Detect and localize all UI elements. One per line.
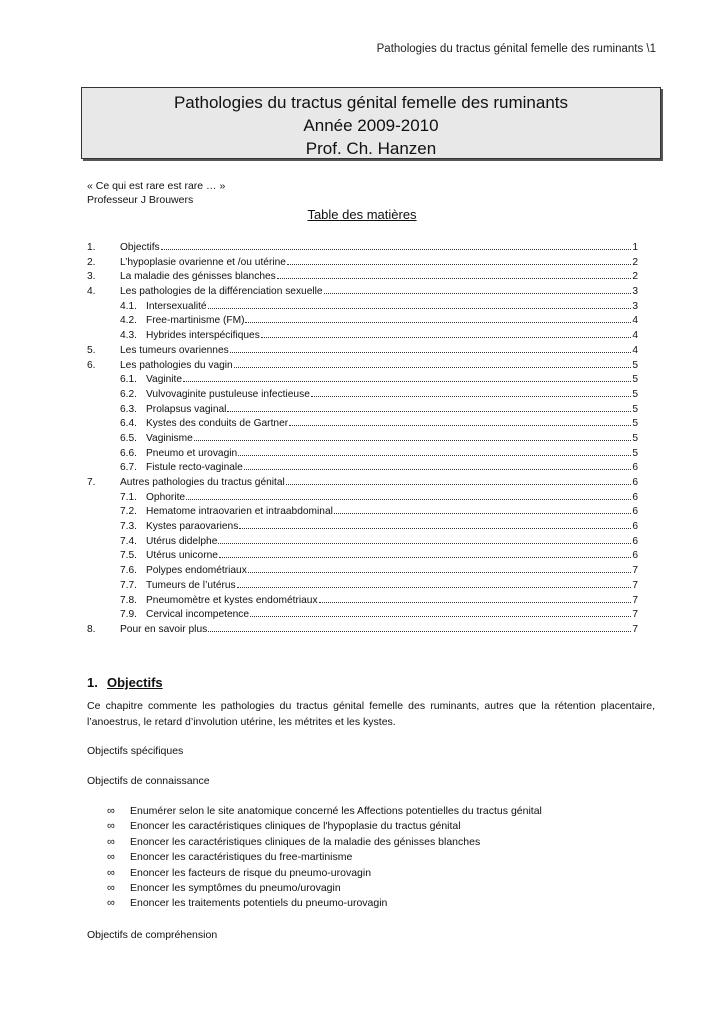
toc-entry[interactable] bbox=[87, 622, 638, 637]
toc-entry-number: 6.4. bbox=[120, 418, 137, 430]
toc-entry-number: 6.3. bbox=[120, 403, 137, 415]
toc-entry-page: 5 bbox=[632, 388, 638, 400]
toc-entry-number: 5. bbox=[87, 344, 96, 356]
toc-entry-number: 6.2. bbox=[120, 388, 137, 400]
toc-entry-label: Vulvovaginite pustuleuse infectieuse bbox=[146, 388, 310, 400]
toc-entry[interactable] bbox=[87, 548, 638, 563]
toc-entry-number: 4. bbox=[87, 286, 96, 298]
academic-year: Année 2009-2010 bbox=[303, 116, 439, 135]
toc-entry-number: 6.5. bbox=[120, 432, 137, 444]
toc-leader-dots bbox=[250, 607, 631, 617]
toc-entry-label: Ophorite bbox=[146, 491, 186, 503]
toc-leader-dots bbox=[311, 387, 631, 397]
running-header: Pathologies du tractus génital femelle des ruminants \1 bbox=[376, 43, 656, 55]
section-number: 1. bbox=[87, 675, 98, 690]
toc-entry-label: Vaginisme bbox=[146, 432, 193, 444]
toc-entry-label: Tumeurs de l’utérus bbox=[146, 579, 236, 591]
infinity-bullet-icon: ∞ bbox=[107, 835, 115, 848]
toc-entry[interactable] bbox=[87, 607, 638, 622]
toc-entry-page: 7 bbox=[632, 565, 638, 577]
toc-entry[interactable] bbox=[87, 358, 638, 373]
toc-leader-dots bbox=[289, 416, 631, 426]
toc-entry-label: Hybrides interspécifiques bbox=[146, 330, 260, 342]
toc-entry-page: 5 bbox=[632, 418, 638, 430]
list-item-text: Enoncer les caractéristiques du free-martinisme bbox=[130, 851, 353, 864]
toc-entry[interactable] bbox=[87, 519, 638, 534]
toc-leader-dots bbox=[230, 343, 632, 353]
toc-entry-page: 7 bbox=[632, 623, 638, 635]
toc-entry-page: 7 bbox=[632, 609, 638, 621]
toc-entry-number: 7.9. bbox=[120, 609, 137, 621]
infinity-bullet-icon: ∞ bbox=[107, 805, 115, 817]
toc-title: Table des matières bbox=[307, 207, 417, 222]
intro-paragraph: Ce chapitre commente les pathologies du tractus génital femelle des ruminants, autres que la rétention placentaire, l’anoestrus, le retard d’involution utérine, les métrites et les kystes. bbox=[87, 700, 655, 728]
toc-entry-label: Cervical incompetence bbox=[146, 609, 250, 621]
toc-leader-dots bbox=[161, 240, 632, 250]
list-item-text: Enumérer selon le site anatomique concerné les Affections potentielles du tractus génital bbox=[130, 805, 542, 817]
toc-entry-page: 2 bbox=[632, 271, 638, 283]
toc-leader-dots bbox=[183, 372, 631, 382]
toc-entry-page: 3 bbox=[632, 286, 638, 298]
toc-entry-number: 7.8. bbox=[120, 594, 137, 606]
list-item-text: Enoncer les traitements potentiels du pneumo-urovagin bbox=[130, 897, 388, 910]
infinity-bullet-icon: ∞ bbox=[107, 866, 115, 879]
toc-leader-dots bbox=[208, 299, 632, 309]
toc-leader-dots bbox=[239, 519, 631, 529]
toc-entry-label: Hematome intraovarien et intraabdominal bbox=[146, 506, 333, 518]
toc-leader-dots bbox=[277, 269, 632, 279]
toc-entry-page: 4 bbox=[632, 344, 638, 356]
toc-entry-label: L’hypoplasie ovarienne et /ou utérine bbox=[120, 256, 286, 268]
toc-entry[interactable] bbox=[87, 387, 638, 402]
toc-entry-label: Prolapsus vaginal bbox=[146, 403, 227, 415]
toc-leader-dots bbox=[237, 578, 632, 588]
table-of-contents bbox=[87, 240, 638, 637]
toc-entry-number: 7.2. bbox=[120, 506, 137, 518]
epigraph bbox=[87, 180, 225, 207]
toc-entry-number: 7.3. bbox=[120, 521, 137, 533]
list-item-text: Enoncer les caractéristiques cliniques de la maladie des génisses blanches bbox=[130, 835, 481, 848]
toc-entry-label: Pour en savoir plus bbox=[120, 623, 208, 635]
toc-entry[interactable] bbox=[87, 343, 638, 358]
toc-entry[interactable] bbox=[87, 255, 638, 270]
toc-entry-number: 6. bbox=[87, 359, 96, 371]
toc-leader-dots bbox=[208, 622, 631, 632]
toc-entry[interactable] bbox=[87, 593, 638, 608]
list-item bbox=[107, 805, 667, 820]
toc-leader-dots bbox=[248, 563, 632, 573]
comprehension-objectives-label: Objectifs de compréhension bbox=[87, 929, 218, 941]
list-item-text: Enoncer les caractéristiques cliniques de l'hypoplasie du tractus génital bbox=[130, 820, 461, 833]
toc-entry-number: 6.7. bbox=[120, 462, 137, 474]
toc-entry[interactable] bbox=[87, 313, 638, 328]
toc-leader-dots bbox=[319, 593, 632, 603]
section-heading bbox=[87, 675, 163, 690]
toc-entry-label: Polypes endométriaux bbox=[146, 565, 247, 577]
toc-leader-dots bbox=[287, 255, 631, 265]
infinity-bullet-icon: ∞ bbox=[107, 820, 115, 833]
toc-entry-page: 5 bbox=[632, 447, 638, 459]
toc-entry-number: 7.4. bbox=[120, 535, 137, 547]
toc-entry-label: Vaginite bbox=[146, 374, 183, 386]
toc-entry[interactable] bbox=[87, 534, 638, 549]
toc-entry-page: 5 bbox=[632, 432, 638, 444]
document-title: Pathologies du tractus génital femelle des ruminants bbox=[173, 93, 569, 112]
toc-leader-dots bbox=[218, 534, 631, 544]
toc-entry-page: 6 bbox=[632, 477, 638, 488]
toc-entry[interactable] bbox=[87, 563, 638, 578]
epigraph-quote: « Ce qui est rare est rare … » bbox=[87, 180, 226, 192]
toc-entry-number: 7.6. bbox=[120, 565, 137, 577]
toc-entry-label: Utérus didelphe bbox=[146, 535, 218, 547]
toc-entry-page: 6 bbox=[632, 550, 638, 562]
toc-entry-label: Les tumeurs ovariennes bbox=[120, 344, 229, 356]
toc-entry-label: Pneumo et urovagin bbox=[146, 447, 238, 459]
toc-leader-dots bbox=[227, 402, 631, 412]
toc-entry-label: Les pathologies de la différenciation sexuelle bbox=[120, 286, 323, 298]
list-item-text: Enoncer les facteurs de risque du pneumo-urovagin bbox=[130, 866, 372, 879]
toc-entry-number: 4.2. bbox=[120, 315, 137, 327]
title-box bbox=[81, 87, 661, 159]
toc-entry-label: Kystes paraovariens bbox=[146, 521, 239, 533]
infinity-bullet-icon: ∞ bbox=[107, 881, 115, 894]
infinity-bullet-icon: ∞ bbox=[107, 851, 115, 864]
toc-leader-dots bbox=[238, 446, 631, 456]
objectives-list bbox=[107, 805, 667, 913]
list-item bbox=[107, 836, 667, 851]
toc-entry-page: 5 bbox=[632, 359, 638, 371]
toc-entry[interactable] bbox=[87, 446, 638, 461]
toc-entry-page: 7 bbox=[632, 579, 638, 591]
toc-entry-number: 7.5. bbox=[120, 550, 137, 562]
toc-entry-page: 1 bbox=[632, 242, 638, 253]
toc-leader-dots bbox=[194, 431, 632, 441]
toc-entry-label: Objectifs bbox=[120, 242, 160, 253]
list-item bbox=[107, 867, 667, 882]
toc-entry-page: 6 bbox=[632, 506, 638, 518]
toc-entry-number: 3. bbox=[87, 271, 96, 283]
list-item bbox=[107, 897, 667, 912]
toc-entry-number: 8. bbox=[87, 623, 96, 635]
toc-entry-label: Fistule recto-vaginale bbox=[146, 462, 243, 474]
toc-entry-number: 6.6. bbox=[120, 447, 137, 459]
toc-entry[interactable] bbox=[87, 475, 638, 490]
toc-entry-label: La maladie des génisses blanches bbox=[120, 271, 276, 283]
specific-objectives-label: Objectifs spécifiques bbox=[87, 745, 184, 757]
toc-entry-number: 4.3. bbox=[120, 330, 137, 342]
toc-entry[interactable] bbox=[87, 402, 638, 417]
toc-entry-label: Pneumomètre et kystes endométriaux bbox=[146, 594, 318, 606]
toc-entry[interactable] bbox=[87, 504, 638, 519]
toc-entry-number: 7. bbox=[87, 477, 96, 488]
toc-entry[interactable] bbox=[87, 269, 638, 284]
list-item bbox=[107, 882, 667, 897]
toc-leader-dots bbox=[324, 284, 632, 294]
toc-entry-number: 4.1. bbox=[120, 300, 137, 312]
toc-entry[interactable] bbox=[87, 328, 638, 343]
infinity-bullet-icon: ∞ bbox=[107, 897, 115, 910]
toc-entry-page: 6 bbox=[632, 491, 638, 503]
toc-entry-label: Utérus unicorne bbox=[146, 550, 218, 562]
toc-entry-number: 7.1. bbox=[120, 491, 137, 503]
toc-entry-number: 7.7. bbox=[120, 579, 137, 591]
toc-entry-page: 3 bbox=[632, 300, 638, 312]
toc-leader-dots bbox=[286, 475, 632, 485]
list-item bbox=[107, 820, 667, 835]
knowledge-objectives-label: Objectifs de connaissance bbox=[87, 775, 210, 787]
toc-entry[interactable] bbox=[87, 416, 638, 431]
toc-entry-page: 4 bbox=[632, 315, 638, 327]
list-item-text: Enoncer les symptômes du pneumo/urovagin bbox=[130, 881, 341, 894]
toc-entry-page: 4 bbox=[632, 330, 638, 342]
toc-entry-page: 6 bbox=[632, 521, 638, 533]
toc-entry-number: 1. bbox=[87, 242, 96, 253]
toc-leader-dots bbox=[244, 460, 632, 470]
toc-entry[interactable] bbox=[87, 490, 638, 505]
toc-entry-number: 6.1. bbox=[120, 374, 137, 386]
toc-leader-dots bbox=[219, 548, 631, 558]
list-item bbox=[107, 851, 667, 866]
toc-entry-label: Les pathologies du vagin bbox=[120, 359, 233, 371]
toc-entry[interactable] bbox=[87, 460, 638, 475]
toc-entry-page: 6 bbox=[632, 462, 638, 474]
toc-entry[interactable] bbox=[87, 240, 638, 255]
toc-leader-dots bbox=[334, 504, 631, 514]
toc-entry-page: 5 bbox=[632, 403, 638, 415]
author: Prof. Ch. Hanzen bbox=[305, 139, 437, 158]
epigraph-author: Professeur J Brouwers bbox=[87, 193, 194, 206]
toc-entry-page: 7 bbox=[632, 594, 638, 606]
toc-leader-dots bbox=[261, 328, 632, 338]
toc-entry[interactable] bbox=[87, 284, 638, 299]
toc-entry-page: 2 bbox=[632, 256, 638, 268]
toc-entry[interactable] bbox=[87, 578, 638, 593]
toc-entry[interactable] bbox=[87, 372, 638, 387]
toc-entry-label: Kystes des conduits de Gartner bbox=[146, 418, 289, 430]
toc-entry-page: 5 bbox=[632, 374, 638, 386]
toc-leader-dots bbox=[245, 313, 631, 323]
toc-entry-label: Autres pathologies du tractus génital bbox=[120, 477, 285, 488]
toc-leader-dots bbox=[234, 358, 632, 368]
section-title: Objectifs bbox=[107, 675, 163, 690]
toc-entry-page: 6 bbox=[632, 535, 638, 547]
toc-entry-label: Intersexualité bbox=[146, 300, 207, 312]
toc-entry-label: Free-martinisme (FM) bbox=[146, 315, 245, 327]
toc-leader-dots bbox=[186, 490, 631, 500]
toc-entry-number: 2. bbox=[87, 256, 96, 268]
toc-entry[interactable] bbox=[87, 431, 638, 446]
toc-entry[interactable] bbox=[87, 299, 638, 314]
